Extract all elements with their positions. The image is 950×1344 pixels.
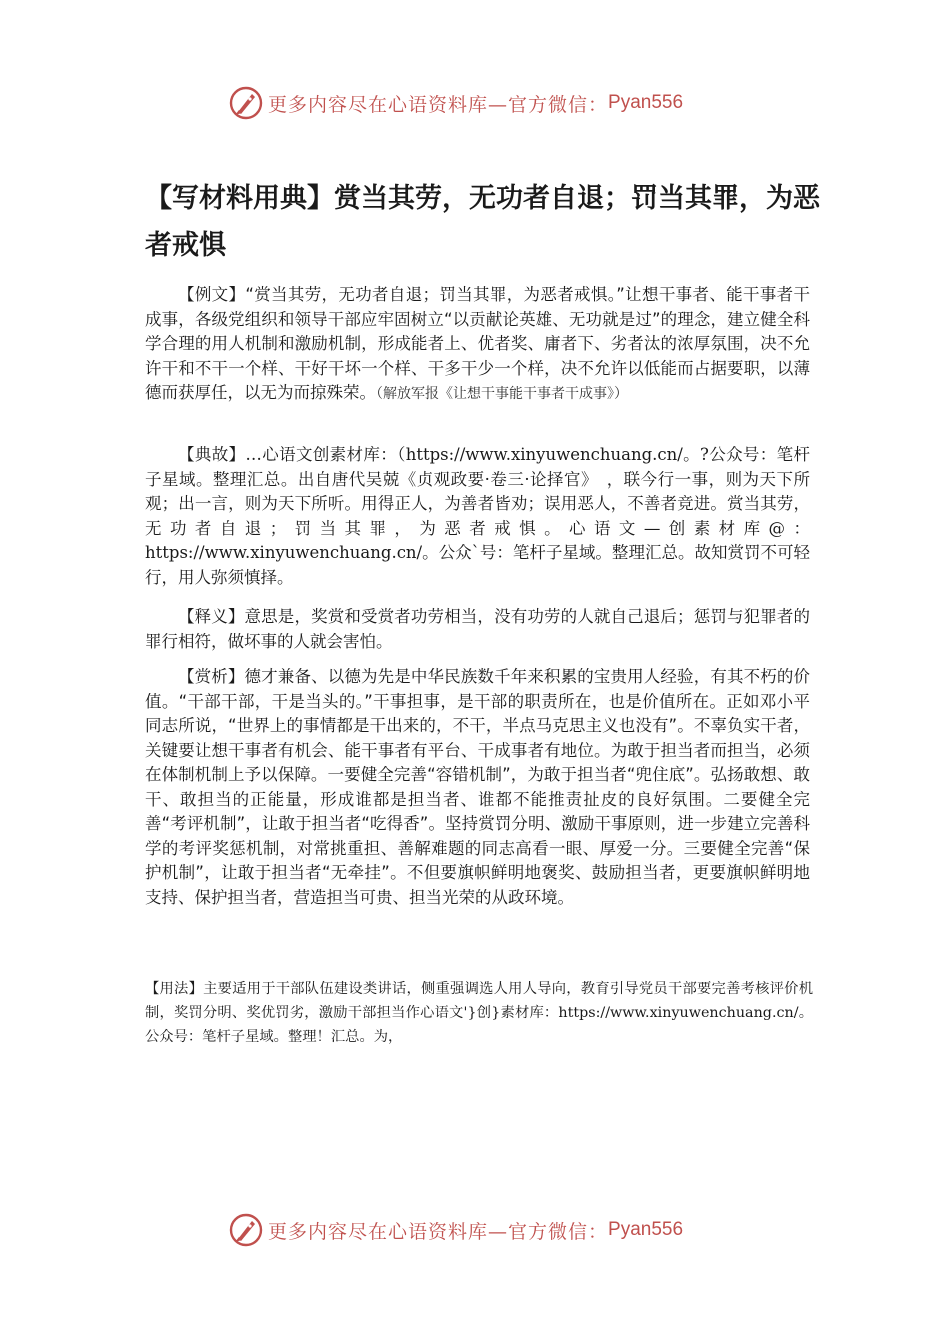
meaning-paragraph: 【释义】意思是，奖赏和受赏者功劳相当，没有功劳的人就自己退后；惩罚与犯罪者的罪行相符，做坏事的人就会害怕。 — [145, 607, 810, 651]
example-paragraph — [145, 283, 810, 407]
allusion-paragraph: 【典故】…心语文创素材库：（https://www.xinyuwenchuang.cn/。?公众号：笔杆子星域。整理汇总。出自唐代吴兢《贞观政要·卷三·论择官》 ，联今行一事，则为天下所观；出一言，则为天下所听。用得正人，为善者皆劝；误用恶人，不善者竞进。赏当其劳，无功者自退；罚当其罪，为恶者戒惧。心语文—创素材库@：https://www.xinyuwenchuang.cn/。公众`号：笔杆子星域。整理汇总。故知赏罚不可轻行，用人弥须慎择。 — [145, 445, 810, 587]
banner-text: 更多内容尽在心语资料库—官方微信： — [268, 1220, 609, 1243]
banner-wechat-id: Pyan556 — [608, 92, 684, 113]
footer-banner — [228, 1210, 683, 1250]
header-banner — [228, 83, 683, 123]
banner-text: 更多内容尽在心语资料库—官方微信： — [268, 93, 609, 116]
pen-nib-logo-icon — [228, 85, 264, 121]
banner-wechat-id: Pyan556 — [608, 1219, 684, 1240]
usage-paragraph: 【用法】主要适用于干部队伍建设类讲话，侧重强调选人用人导向，教育引导党员干部要完善考核评价机制，奖罚分明、奖优罚劣，激励干部担当作心语文'}创}素材库：https://www.xinyuwenchuang.cn/。公众号：笔杆子星域。整理！汇总。为， — [145, 981, 813, 1045]
example-text: 【例文】“赏当其劳，无功者自退；罚当其罪，为恶者戒惧。”让想干事者、能干事者干成事，各级党组织和领导干部应牢固树立“以贡献论英雄、无功就是过”的理念，建立健全科学合理的用人机制和激励机制，形成能者上、优者奖、庸者下、劣者汰的浓厚氛围，决不允许干和不干一个样、干好干坏一个样、干多干少一个样，决不允许以低能而占据要职，以薄德而获厚任，以无为而掠殊荣。 — [145, 285, 810, 402]
article-title: 【写材料用典】赏当其劳，无功者自退；罚当其罪，为恶者戒惧 — [145, 183, 820, 261]
pen-nib-logo-icon — [228, 1212, 264, 1248]
example-source: （解放军报《让想干事能干事者干成事》） — [376, 386, 628, 402]
analysis-paragraph: 【赏析】德才兼备、以德为先是中华民族数千年来积累的宝贵用人经验，有其不朽的价值。“干部干部，干是当头的。”干事担事，是干部的职责所在，也是价值所在。正如邓小平同志所说，“世界上的事情都是干出来的，不干，半点马克思主义也没有”。不辜负实干者，关键要让想干事者有机会、能干事者有平台、干成事者有地位。为敢于担当者而担当，必须在体制机制上予以保障。一要健全完善“容错机制”，为敢于担当者“兜住底”。弘扬敢想、敢干、敢担当的正能量，形成谁都是担当者、谁都不能推责扯皮的良好氛围。二要健全完善“考评机制”，让敢于担当者“吃得香”。坚持赏罚分明、激励干事原则，进一步建立完善科学的考评奖惩机制，对常挑重担、善解难题的同志高看一眼、厚爱一分。三要健全完善“保护机制”，让敢于担当者“无牵挂”。不但要旗帜鲜明地褒奖、鼓励担当者，更要旗帜鲜明地支持、保护担当者，营造担当可贵、担当光荣的从政环境。 — [145, 667, 810, 907]
